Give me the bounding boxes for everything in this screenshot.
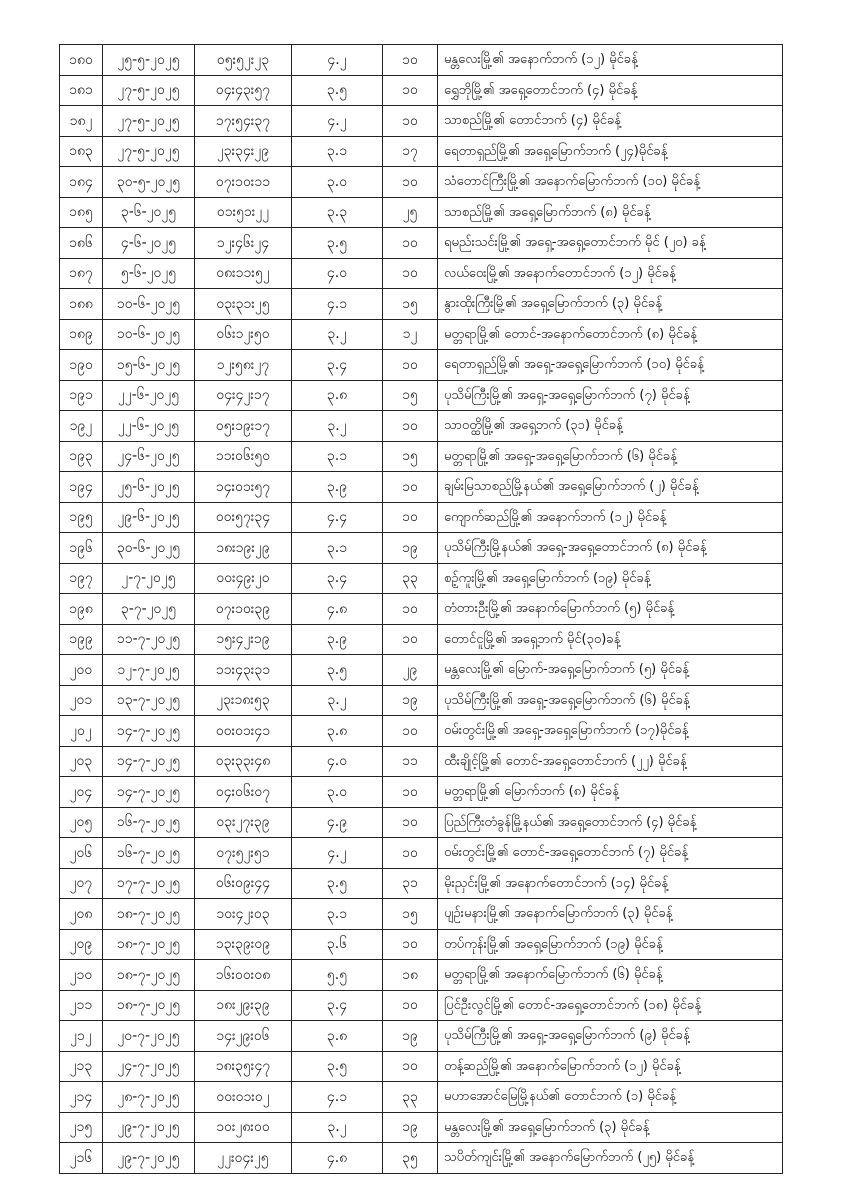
row-number: ၁၈၀ xyxy=(60,45,103,76)
depth-cell: ၁၀ xyxy=(383,624,438,655)
table-row xyxy=(60,716,783,747)
time-cell: ၁၈း၃၅း၄၇ xyxy=(195,1051,292,1082)
table-row xyxy=(60,1021,783,1052)
location-cell: စဉ့်ကူးမြို့၏ အရှေ့မြောက်ဘက် (၁၉) မိုင်ခန့် xyxy=(438,563,783,594)
date-cell: ၁၀-၆-၂၀၂၅ xyxy=(103,319,195,350)
date-cell: ၁၂-၇-၂၀၂၅ xyxy=(103,655,195,686)
date-cell: ၂၇-၅-၂၀၂၅ xyxy=(103,75,195,106)
table-row xyxy=(60,1082,783,1113)
date-cell: ၂၂-၆-၂၀၂၅ xyxy=(103,411,195,442)
magnitude-cell: ၃.၄ xyxy=(292,990,383,1021)
date-cell: ၂၄-၆-၂၀၂၅ xyxy=(103,441,195,472)
row-number: ၁၈၉ xyxy=(60,319,103,350)
depth-cell: ၃၃ xyxy=(383,563,438,594)
depth-cell: ၃၅ xyxy=(383,1143,438,1174)
table-row xyxy=(60,258,783,289)
row-number: ၁၉၂ xyxy=(60,411,103,442)
magnitude-cell: ၃.၁ xyxy=(292,441,383,472)
time-cell: ၁၂း၄၆း၂၄ xyxy=(195,228,292,259)
table-row xyxy=(60,167,783,198)
depth-cell: ၁၀ xyxy=(383,838,438,869)
magnitude-cell: ၃.၂ xyxy=(292,319,383,350)
depth-cell: ၁၀ xyxy=(383,228,438,259)
depth-cell: ၁၀ xyxy=(383,929,438,960)
magnitude-cell: ၃.၅ xyxy=(292,75,383,106)
depth-cell: ၂၅ xyxy=(383,197,438,228)
row-number: ၂၁၁ xyxy=(60,990,103,1021)
row-number: ၂၀၃ xyxy=(60,746,103,777)
depth-cell: ၁၅ xyxy=(383,380,438,411)
depth-cell: ၁၉ xyxy=(383,685,438,716)
date-cell: ၄-၆-၂၀၂၅ xyxy=(103,228,195,259)
date-cell: ၁၁-၇-၂၀၂၅ xyxy=(103,624,195,655)
location-cell: သံတောင်ကြီးမြို့၏ အနောက်မြောက်ဘက် (၁၀) မိုင်ခန့် xyxy=(438,167,783,198)
table-row xyxy=(60,685,783,716)
location-cell: ချမ်းမြသာစည်မြို့နယ်၏ အရှေ့မြောက်ဘက် (၂) မိုင်ခန့် xyxy=(438,472,783,503)
date-cell: ၂၉-၆-၂၀၂၅ xyxy=(103,502,195,533)
time-cell: ၀၈း၁၁း၅၂ xyxy=(195,258,292,289)
date-cell: ၂၉-၇-၂၀၂၅ xyxy=(103,1143,195,1174)
location-cell: ရေတာရှည်မြို့၏ အရှေ့-အရှေ့မြောက်ဘက် (၁၀) မိုင်ခန့် xyxy=(438,350,783,381)
depth-cell: ၁၀ xyxy=(383,716,438,747)
row-number: ၂၀၄ xyxy=(60,777,103,808)
depth-cell: ၁၁ xyxy=(383,746,438,777)
location-cell: ရေတာရှည်မြို့၏ အရှေ့မြောက်ဘက် (၂၄)မိုင်ခန့် xyxy=(438,136,783,167)
time-cell: ၀၀း၀၁း၄၁ xyxy=(195,716,292,747)
depth-cell: ၃၃ xyxy=(383,1082,438,1113)
location-cell: မတ္တရာမြို့၏ မြောက်ဘက် (၈) မိုင်ခန့် xyxy=(438,777,783,808)
depth-cell: ၁၀ xyxy=(383,777,438,808)
location-cell: ရမည်းသင်းမြို့၏ အရှေ့-အရှေ့တောင်ဘက် မိုင် (၂၀) ခန့် xyxy=(438,228,783,259)
magnitude-cell: ၅.၅ xyxy=(292,960,383,991)
date-cell: ၁၈-၇-၂၀၂၅ xyxy=(103,960,195,991)
location-cell: ပုသိမ်ကြီးမြို့၏ အရှေ့-အရှေ့မြောက်ဘက် (၉) မိုင်ခန့် xyxy=(438,1021,783,1052)
time-cell: ၀၆း၁၂း၅၀ xyxy=(195,319,292,350)
time-cell: ၂၃း၁၈း၅၃ xyxy=(195,685,292,716)
time-cell: ၀၄း၀၆း၀၇ xyxy=(195,777,292,808)
location-cell: ပုသိမ်ကြီးမြို့နယ်၏ အရှေ့-အရှေ့တောင်ဘက် (၈) မိုင်ခန့် xyxy=(438,533,783,564)
time-cell: ၁၀း၂၈း၀၀ xyxy=(195,1112,292,1143)
table-row xyxy=(60,838,783,869)
magnitude-cell: ၃.၁ xyxy=(292,899,383,930)
time-cell: ၀၃း၃၁း၂၅ xyxy=(195,289,292,320)
depth-cell: ၁၅ xyxy=(383,289,438,320)
date-cell: ၂၈-၇-၂၀၂၅ xyxy=(103,1082,195,1113)
magnitude-cell: ၃.၈ xyxy=(292,1021,383,1052)
location-cell: ပြင်ဦးလွင်မြို့၏ တောင်-အရှေ့တောင်ဘက် (၁၈) မိုင်ခန့် xyxy=(438,990,783,1021)
depth-cell: ၁၀ xyxy=(383,45,438,76)
magnitude-cell: ၃.၅ xyxy=(292,655,383,686)
row-number: ၂၀၁ xyxy=(60,685,103,716)
depth-cell: ၁၀ xyxy=(383,106,438,137)
time-cell: ၀၇း၅၂း၅၁ xyxy=(195,838,292,869)
depth-cell: ၁၀ xyxy=(383,472,438,503)
magnitude-cell: ၄.၁ xyxy=(292,1082,383,1113)
date-cell: ၁၆-၇-၂၀၂၅ xyxy=(103,838,195,869)
depth-cell: ၁၅ xyxy=(383,899,438,930)
location-cell: နွားထိုးကြီးမြို့၏ အရှေ့မြောက်ဘက် (၃) မိုင်ခန့် xyxy=(438,289,783,320)
table-row xyxy=(60,1051,783,1082)
depth-cell: ၁၉ xyxy=(383,533,438,564)
table-body xyxy=(60,45,783,1174)
depth-cell: ၁၀ xyxy=(383,807,438,838)
row-number: ၁၉၇ xyxy=(60,563,103,594)
table-row xyxy=(60,624,783,655)
magnitude-cell: ၃.၁ xyxy=(292,533,383,564)
date-cell: ၅-၆-၂၀၂၅ xyxy=(103,258,195,289)
table-row xyxy=(60,960,783,991)
location-cell: ပုသိမ်ကြီးမြို့၏ အရှေ့-အရှေ့မြောက်ဘက် (၇) မိုင်ခန့် xyxy=(438,380,783,411)
table-row xyxy=(60,533,783,564)
date-cell: ၁၇-၇-၂၀၂၅ xyxy=(103,868,195,899)
time-cell: ၁၁း၄၃း၃၁ xyxy=(195,655,292,686)
magnitude-cell: ၄.၈ xyxy=(292,594,383,625)
time-cell: ၀၇း၁၀း၃၉ xyxy=(195,594,292,625)
row-number: ၁၉၄ xyxy=(60,472,103,503)
location-cell: သပိတ်ကျင်းမြို့၏ အနောက်မြောက်ဘက် (၂၅) မိုင်ခန့် xyxy=(438,1143,783,1174)
time-cell: ၁၃း၃၉း၀၉ xyxy=(195,929,292,960)
depth-cell: ၁၇ xyxy=(383,136,438,167)
location-cell: ပျဉ်းမနားမြို့၏ အနောက်မြောက်ဘက် (၃) မိုင်ခန့် xyxy=(438,899,783,930)
table-row xyxy=(60,228,783,259)
date-cell: ၂၇-၅-၂၀၂၅ xyxy=(103,136,195,167)
location-cell: တန့်ဆည်မြို့၏ အနောက်မြောက်ဘက် (၁၂) မိုင်ခန့် xyxy=(438,1051,783,1082)
row-number: ၁၉၅ xyxy=(60,502,103,533)
table-row xyxy=(60,106,783,137)
magnitude-cell: ၃.၉ xyxy=(292,472,383,503)
row-number: ၁၈၃ xyxy=(60,136,103,167)
depth-cell: ၁၉ xyxy=(383,1112,438,1143)
row-number: ၂၀၉ xyxy=(60,929,103,960)
magnitude-cell: ၃.၂ xyxy=(292,411,383,442)
time-cell: ၀၃း၂၇း၃၉ xyxy=(195,807,292,838)
table-row xyxy=(60,990,783,1021)
depth-cell: ၁၈ xyxy=(383,960,438,991)
table-row xyxy=(60,197,783,228)
row-number: ၁၈၈ xyxy=(60,289,103,320)
table-row xyxy=(60,1112,783,1143)
date-cell: ၂၅-၅-၂၀၂၅ xyxy=(103,45,195,76)
magnitude-cell: ၄.၂ xyxy=(292,106,383,137)
row-number: ၂၁၃ xyxy=(60,1051,103,1082)
magnitude-cell: ၃.၀ xyxy=(292,777,383,808)
location-cell: မိုးညှင်းမြို့၏ အနောက်တောင်ဘက် (၁၄) မိုင်ခန့် xyxy=(438,868,783,899)
depth-cell: ၁၀ xyxy=(383,75,438,106)
table-row xyxy=(60,594,783,625)
time-cell: ၁၁း၀၆း၅၀ xyxy=(195,441,292,472)
location-cell: ထီးချိုင့်မြို့၏ တောင်-အရှေ့တောင်ဘက် (၂၂) မိုင်ခန့် xyxy=(438,746,783,777)
table-row xyxy=(60,441,783,472)
table-row xyxy=(60,289,783,320)
table-row xyxy=(60,319,783,350)
table-row xyxy=(60,1143,783,1174)
row-number: ၂၀၀ xyxy=(60,655,103,686)
magnitude-cell: ၃.၂ xyxy=(292,685,383,716)
table-row xyxy=(60,411,783,442)
time-cell: ၀၃း၃၃း၄၈ xyxy=(195,746,292,777)
date-cell: ၂၂-၆-၂၀၂၅ xyxy=(103,380,195,411)
time-cell: ၀၀း၄၉း၂၀ xyxy=(195,563,292,594)
row-number: ၁၉၀ xyxy=(60,350,103,381)
date-cell: ၂၅-၆-၂၀၂၅ xyxy=(103,472,195,503)
location-cell: ရွှေဘိုမြို့၏ အရှေ့တောင်ဘက် (၄) မိုင်ခန့် xyxy=(438,75,783,106)
time-cell: ၁၅း၄၂း၁၉ xyxy=(195,624,292,655)
table-row xyxy=(60,868,783,899)
row-number: ၂၁၀ xyxy=(60,960,103,991)
magnitude-cell: ၄.၂ xyxy=(292,838,383,869)
row-number: ၁၈၂ xyxy=(60,106,103,137)
date-cell: ၁၃-၇-၂၀၂၅ xyxy=(103,685,195,716)
time-cell: ၀၀း၅၇း၃၄ xyxy=(195,502,292,533)
date-cell: ၁၆-၇-၂၀၂၅ xyxy=(103,807,195,838)
row-number: ၁၈၅ xyxy=(60,197,103,228)
magnitude-cell: ၃.၉ xyxy=(292,624,383,655)
date-cell: ၂၉-၇-၂၀၂၅ xyxy=(103,1112,195,1143)
location-cell: မဟာအောင်မြေမြို့နယ်၏ တောင်ဘက် (၁) မိုင်ခန့် xyxy=(438,1082,783,1113)
depth-cell: ၁၀ xyxy=(383,167,438,198)
table-row xyxy=(60,502,783,533)
date-cell: ၁၄-၇-၂၀၂၅ xyxy=(103,746,195,777)
row-number: ၁၈၇ xyxy=(60,258,103,289)
time-cell: ၀၆း၀၉း၄၄ xyxy=(195,868,292,899)
location-cell: မန္တလေးမြို့၏ အရှေ့မြောက်ဘက် (၃) မိုင်ခန့် xyxy=(438,1112,783,1143)
time-cell: ၀၅း၅၂း၂၃ xyxy=(195,45,292,76)
depth-cell: ၁၀ xyxy=(383,411,438,442)
magnitude-cell: ၃.၅ xyxy=(292,868,383,899)
date-cell: ၁၈-၇-၂၀၂၅ xyxy=(103,990,195,1021)
date-cell: ၁၈-၇-၂၀၂၅ xyxy=(103,929,195,960)
table-row xyxy=(60,350,783,381)
row-number: ၁၉၆ xyxy=(60,533,103,564)
location-cell: မတ္တရာမြို့၏ အရှေ့-အရှေ့မြောက်ဘက် (၆) မိုင်ခန့် xyxy=(438,441,783,472)
table-row xyxy=(60,472,783,503)
date-cell: ၁၄-၇-၂၀၂၅ xyxy=(103,716,195,747)
magnitude-cell: ၃.၈ xyxy=(292,380,383,411)
date-cell: ၁၈-၇-၂၀၂၅ xyxy=(103,899,195,930)
magnitude-cell: ၄.၀ xyxy=(292,258,383,289)
row-number: ၂၀၈ xyxy=(60,899,103,930)
time-cell: ၁၀း၄၂း၀၃ xyxy=(195,899,292,930)
magnitude-cell: ၃.၃ xyxy=(292,197,383,228)
magnitude-cell: ၄.၄ xyxy=(292,502,383,533)
magnitude-cell: ၄.၈ xyxy=(292,1143,383,1174)
magnitude-cell: ၃.၁ xyxy=(292,136,383,167)
row-number: ၂၁၂ xyxy=(60,1021,103,1052)
location-cell: ပုသိမ်ကြီးမြို့၏ အရှေ့-အရှေ့မြောက်ဘက် (၆) မိုင်ခန့် xyxy=(438,685,783,716)
row-number: ၂၀၅ xyxy=(60,807,103,838)
location-cell: မတ္တရာမြို့၏ တောင်-အနောက်တောင်ဘက် (၈) မိုင်ခန့် xyxy=(438,319,783,350)
location-cell: ဝမ်းတွင်းမြို့၏ အရှေ့-အရှေ့မြောက်ဘက် (၁၇)မိုင်ခန့် xyxy=(438,716,783,747)
table-row xyxy=(60,655,783,686)
date-cell: ၃၀-၆-၂၀၂၅ xyxy=(103,533,195,564)
time-cell: ၁၄း၂၉း၀၆ xyxy=(195,1021,292,1052)
row-number: ၁၈၄ xyxy=(60,167,103,198)
date-cell: ၃၀-၅-၂၀၂၅ xyxy=(103,167,195,198)
time-cell: ၁၈း၂၉း၃၉ xyxy=(195,990,292,1021)
location-cell: မတ္တရာမြို့၏ အနောက်မြောက်ဘက် (၆) မိုင်ခန့် xyxy=(438,960,783,991)
date-cell: ၂၇-၅-၂၀၂၅ xyxy=(103,106,195,137)
depth-cell: ၁၅ xyxy=(383,441,438,472)
location-cell: တောင်ငူမြို့၏ အရှေ့ဘက် မိုင်(၃၀)ခန့် xyxy=(438,624,783,655)
location-cell: သာစည်မြို့၏ တောင်ဘက် (၄) မိုင်ခန့် xyxy=(438,106,783,137)
row-number: ၁၈၆ xyxy=(60,228,103,259)
time-cell: ၁၈း၁၉း၂၉ xyxy=(195,533,292,564)
magnitude-cell: ၃.၆ xyxy=(292,929,383,960)
time-cell: ၁၄း၀၁း၅၇ xyxy=(195,472,292,503)
date-cell: ၂၀-၇-၂၀၂၅ xyxy=(103,1021,195,1052)
depth-cell: ၁၀ xyxy=(383,350,438,381)
location-cell: မန္တလေးမြို့၏ အနောက်ဘက် (၁၂) မိုင်ခန့် xyxy=(438,45,783,76)
magnitude-cell: ၃.၂ xyxy=(292,1112,383,1143)
table-row xyxy=(60,75,783,106)
date-cell: ၁၅-၆-၂၀၂၅ xyxy=(103,350,195,381)
row-number: ၁၉၁ xyxy=(60,380,103,411)
location-cell: သာဝတ္ထိမြို့၏ အရှေ့ဘက် (၃၁) မိုင်ခန့် xyxy=(438,411,783,442)
magnitude-cell: ၄.၀ xyxy=(292,746,383,777)
row-number: ၁၈၁ xyxy=(60,75,103,106)
location-cell: မန္တလေးမြို့၏ မြောက်-အရှေ့မြောက်ဘက် (၅) မိုင်ခန့် xyxy=(438,655,783,686)
row-number: ၁၉၉ xyxy=(60,624,103,655)
time-cell: ၀၁း၅၁း၂၂ xyxy=(195,197,292,228)
row-number: ၂၁၄ xyxy=(60,1082,103,1113)
date-cell: ၃-၇-၂၀၂၅ xyxy=(103,594,195,625)
depth-cell: ၁၀ xyxy=(383,594,438,625)
magnitude-cell: ၃.၄ xyxy=(292,350,383,381)
row-number: ၂၀၂ xyxy=(60,716,103,747)
time-cell: ၁၆း၀၀း၀၈ xyxy=(195,960,292,991)
row-number: ၂၁၅ xyxy=(60,1112,103,1143)
row-number: ၂၀၇ xyxy=(60,868,103,899)
depth-cell: ၁၀ xyxy=(383,258,438,289)
location-cell: ပြည်ကြီးတံခွန်မြို့နယ်၏ အရှေ့တောင်ဘက် (၄) မိုင်ခန့် xyxy=(438,807,783,838)
time-cell: ၂၂း၀၄း၂၅ xyxy=(195,1143,292,1174)
magnitude-cell: ၃.၅ xyxy=(292,1051,383,1082)
row-number: ၂၀၆ xyxy=(60,838,103,869)
row-number: ၂၁၆ xyxy=(60,1143,103,1174)
row-number: ၁၉၈ xyxy=(60,594,103,625)
row-number: ၁၉၃ xyxy=(60,441,103,472)
table-row xyxy=(60,45,783,76)
table-row xyxy=(60,746,783,777)
magnitude-cell: ၄.၁ xyxy=(292,289,383,320)
depth-cell: ၃၁ xyxy=(383,868,438,899)
magnitude-cell: ၃.၅ xyxy=(292,228,383,259)
magnitude-cell: ၄.၉ xyxy=(292,807,383,838)
location-cell: ကျောက်ဆည်မြို့၏ အနောက်ဘက် (၁၂) မိုင်ခန့် xyxy=(438,502,783,533)
time-cell: ၁၂း၅၈း၂၇ xyxy=(195,350,292,381)
location-cell: တပ်ကုန်းမြို့၏ အရှေ့မြောက်ဘက် (၁၉) မိုင်ခန့် xyxy=(438,929,783,960)
magnitude-cell: ၃.၄ xyxy=(292,563,383,594)
table-row xyxy=(60,929,783,960)
date-cell: ၁၄-၇-၂၀၂၅ xyxy=(103,777,195,808)
magnitude-cell: ၄.၂ xyxy=(292,45,383,76)
depth-cell: ၁၉ xyxy=(383,1021,438,1052)
earthquake-table xyxy=(59,44,783,1174)
location-cell: လယ်ဝေးမြို့၏ အနောက်တောင်ဘက် (၁၂) မိုင်ခန့် xyxy=(438,258,783,289)
date-cell: ၃-၆-၂၀၂၅ xyxy=(103,197,195,228)
magnitude-cell: ၃.၈ xyxy=(292,716,383,747)
depth-cell: ၁၀ xyxy=(383,1051,438,1082)
table-row xyxy=(60,136,783,167)
depth-cell: ၁၂ xyxy=(383,319,438,350)
table-row xyxy=(60,807,783,838)
table-row xyxy=(60,899,783,930)
depth-cell: ၂၉ xyxy=(383,655,438,686)
depth-cell: ၁၀ xyxy=(383,990,438,1021)
time-cell: ၀၄း၄၃း၅၇ xyxy=(195,75,292,106)
time-cell: ၀၄း၄၂း၁၇ xyxy=(195,380,292,411)
time-cell: ၁၇း၅၄း၃၇ xyxy=(195,106,292,137)
table-row xyxy=(60,777,783,808)
time-cell: ၀၇း၁၀း၁၁ xyxy=(195,167,292,198)
depth-cell: ၁၀ xyxy=(383,502,438,533)
table-row xyxy=(60,380,783,411)
date-cell: ၂၄-၇-၂၀၂၅ xyxy=(103,1051,195,1082)
time-cell: ၀၀း၀၁း၀၂ xyxy=(195,1082,292,1113)
table-row xyxy=(60,563,783,594)
location-cell: တံတားဦးမြို့၏ အနောက်မြောက်ဘက် (၅) မိုင်ခန့် xyxy=(438,594,783,625)
time-cell: ၀၅း၁၉း၁၇ xyxy=(195,411,292,442)
time-cell: ၂၃း၃၄း၂၉ xyxy=(195,136,292,167)
location-cell: ဝမ်းတွင်းမြို့၏ တောင်-အရှေ့တောင်ဘက် (၇) မိုင်ခန့် xyxy=(438,838,783,869)
magnitude-cell: ၃.၀ xyxy=(292,167,383,198)
date-cell: ၂-၇-၂၀၂၅ xyxy=(103,563,195,594)
location-cell: သာစည်မြို့၏ အရှေ့မြောက်ဘက် (၈) မိုင်ခန့် xyxy=(438,197,783,228)
date-cell: ၁၀-၆-၂၀၂၅ xyxy=(103,289,195,320)
